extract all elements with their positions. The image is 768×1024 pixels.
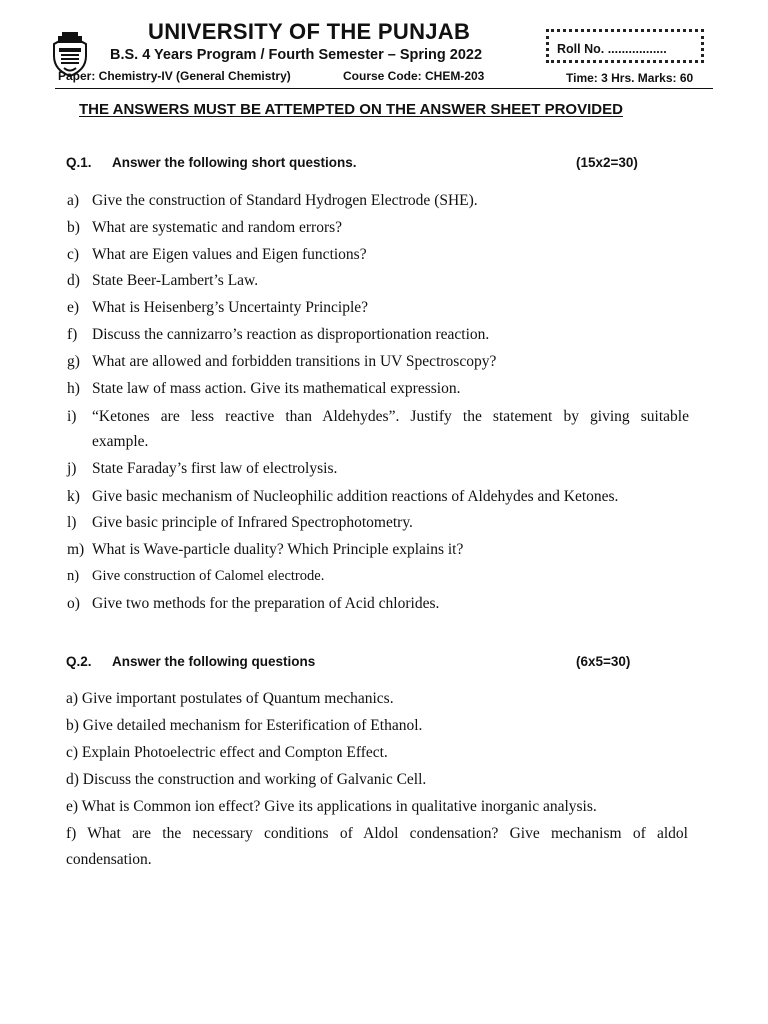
item-text: Give construction of Calomel electrode. <box>92 568 325 584</box>
item-label: j) <box>67 460 77 477</box>
item-text-continued: example. <box>92 433 149 450</box>
item-label: g) <box>67 353 80 370</box>
roll-number-label: Roll No. ................. <box>557 42 667 56</box>
item-text-continued: condensation. <box>66 851 152 868</box>
item-text: What is Heisenberg’s Uncertainty Principle? <box>92 299 369 316</box>
item-text: f) What are the necessary conditions of Aldol condensation? Give mechanism of aldol <box>66 825 688 842</box>
q2-item-e: e) What is Common ion effect? Give its applications in qualitative inorganic analysis. <box>66 798 597 815</box>
item-label: a) <box>67 192 80 209</box>
q1-heading <box>66 155 666 173</box>
q2-item-a: a) Give important postulates of Quantum mechanics. <box>66 690 394 707</box>
q2-item-f <box>66 825 688 873</box>
instruction-heading: THE ANSWERS MUST BE ATTEMPTED ON THE ANSWER SHEET PROVIDED <box>79 101 623 118</box>
item-label: b) <box>67 219 80 236</box>
paper-title: Paper: Chemistry-IV (General Chemistry) <box>58 69 291 83</box>
program-line: B.S. 4 Years Program / Fourth Semester – Spring 2022 <box>110 47 483 63</box>
q2-heading <box>66 654 666 672</box>
item-text: Give the construction of Standard Hydrogen Electrode (SHE). <box>92 192 478 209</box>
time-marks: Time: 3 Hrs. Marks: 60 <box>566 71 694 85</box>
item-text: State Faraday’s first law of electrolysis. <box>92 460 338 477</box>
q2-item-d: d) Discuss the construction and working of Galvanic Cell. <box>66 771 427 788</box>
item-text: “Ketones are less reactive than Aldehydes”. Justify the statement by giving suitable <box>92 408 689 425</box>
item-text: What are systematic and random errors? <box>92 219 343 236</box>
item-label: d) <box>67 272 80 289</box>
item-text: Discuss the cannizarro’s reaction as disproportionation reaction. <box>92 326 490 343</box>
item-text: What are Eigen values and Eigen functions? <box>92 246 367 263</box>
item-text: Give basic principle of Infrared Spectrophotometry. <box>92 514 413 531</box>
q2-item-c: c) Explain Photoelectric effect and Compton Effect. <box>66 744 388 761</box>
q2-item-b: b) Give detailed mechanism for Esterification of Ethanol. <box>66 717 423 734</box>
q1-title: Answer the following short questions. <box>112 155 357 170</box>
item-text: What are allowed and forbidden transitions in UV Spectroscopy? <box>92 353 497 370</box>
item-label: m) <box>67 541 85 558</box>
q1-marks: (15x2=30) <box>576 155 638 170</box>
item-text: State Beer-Lambert’s Law. <box>92 272 259 289</box>
q1-item-i <box>67 408 691 456</box>
item-label: f) <box>67 326 78 343</box>
item-label: o) <box>67 595 80 612</box>
header-divider <box>55 88 713 89</box>
course-code: Course Code: CHEM-203 <box>343 69 485 83</box>
item-label: e) <box>67 299 80 316</box>
item-label: i) <box>67 408 77 425</box>
item-text: Give basic mechanism of Nucleophilic addition reactions of Aldehydes and Ketones. <box>92 488 619 505</box>
item-text: Give two methods for the preparation of Acid chlorides. <box>92 595 440 612</box>
q1-number: Q.1. <box>66 155 92 170</box>
q2-number: Q.2. <box>66 654 92 669</box>
item-text: What is Wave-particle duality? Which Principle explains it? <box>92 541 464 558</box>
item-text: State law of mass action. Give its mathematical expression. <box>92 380 461 397</box>
item-label: h) <box>67 380 80 397</box>
item-label: c) <box>67 246 80 263</box>
q2-marks: (6x5=30) <box>576 654 631 669</box>
item-label: n) <box>67 568 80 584</box>
item-label: l) <box>67 514 77 531</box>
item-label: k) <box>67 488 80 505</box>
university-title: UNIVERSITY OF THE PUNJAB <box>148 19 471 44</box>
q2-title: Answer the following questions <box>112 654 316 669</box>
